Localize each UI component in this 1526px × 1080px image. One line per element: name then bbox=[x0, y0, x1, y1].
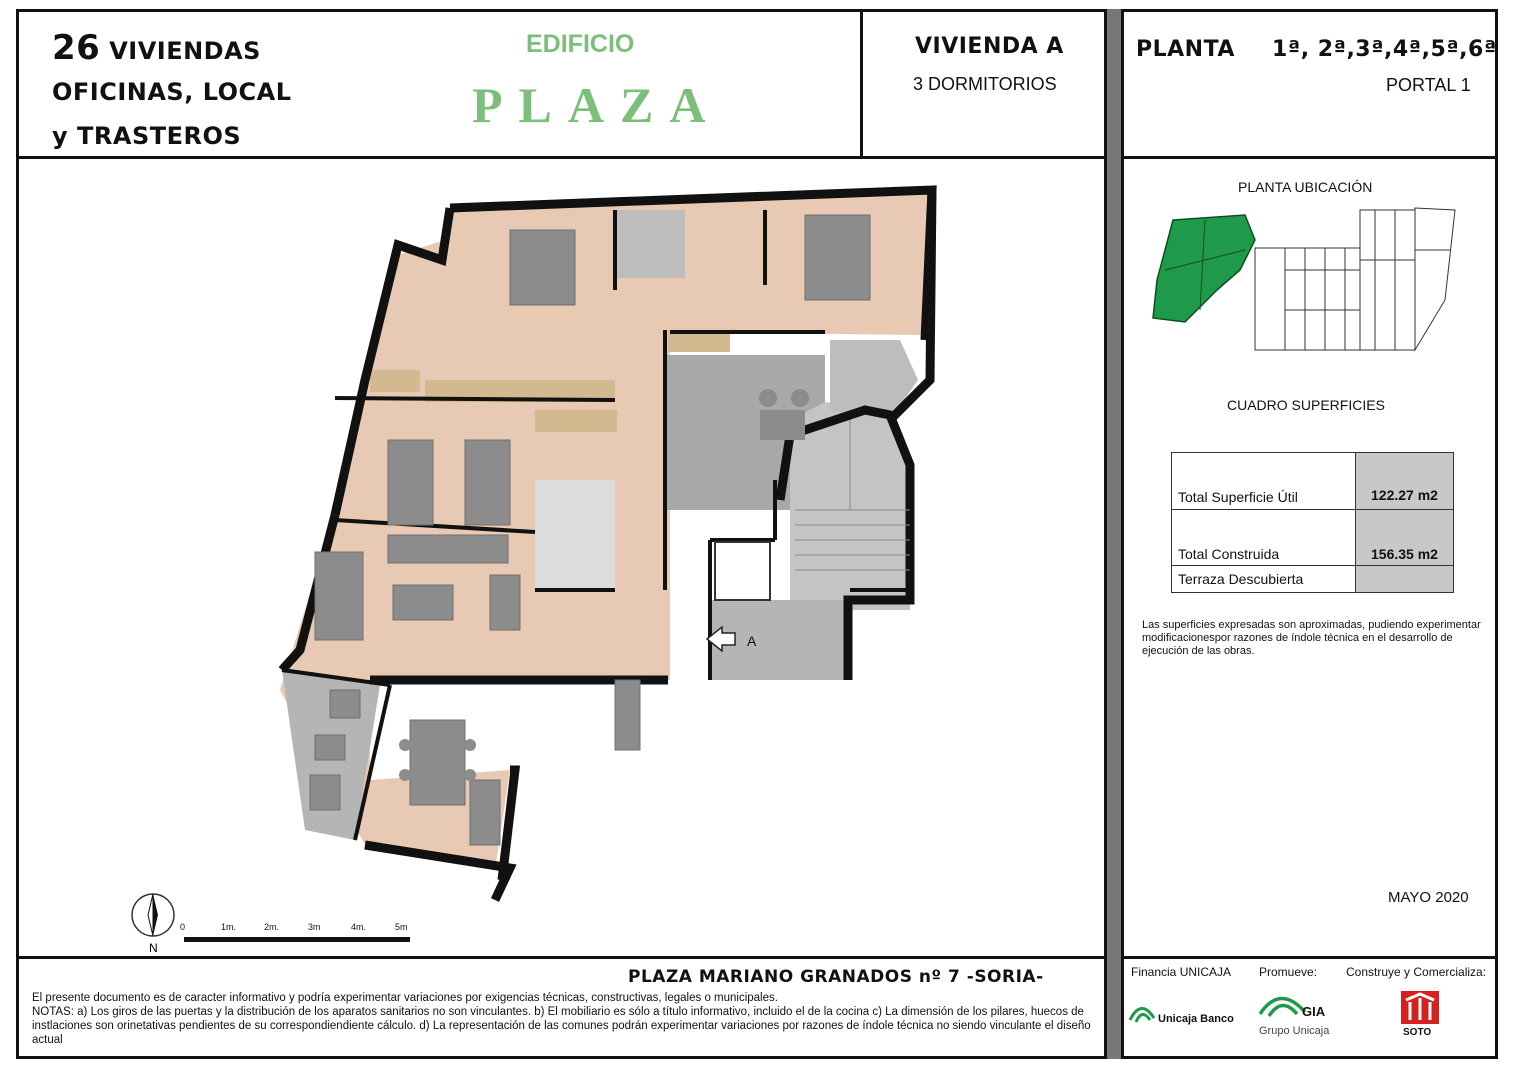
surface-note: Las superficies expresadas son aproximadas, pudiendo experimentar modificacionespor razones de índole técnica en el desarrollo de ejecución de las obras. bbox=[1142, 619, 1481, 657]
surface-label-construida: Total Construida bbox=[1172, 510, 1356, 566]
surface-table bbox=[1171, 452, 1454, 593]
bed-3b bbox=[465, 440, 510, 525]
disclaimer-2: NOTAS: a) Los giros de las puertas y la distribución de los aparatos sanitarios no son vinculantes. b) El mobiliario es sólo a título informativo, incluido el de la cocina c) La dimensión de los pilares, huecos de instlaciones son orinetativas pendientes de su correspondiendiente cálculo. d) La representación de las comunes podrán experimentar variaciones por razones de índole técnica no siendo vinculante el diseño actual bbox=[32, 1006, 1091, 1046]
dormitorios-label: 3 DORMITORIOS bbox=[913, 74, 1057, 94]
header-divider-1 bbox=[860, 9, 863, 159]
plan-closet-4 bbox=[370, 370, 420, 392]
plan-bath-mid bbox=[535, 480, 615, 590]
header-title-line3-text: TRASTEROS bbox=[77, 122, 242, 150]
right-header-bottom-line bbox=[1121, 156, 1498, 159]
sideboard bbox=[615, 680, 640, 750]
header-count: 26 bbox=[52, 28, 101, 68]
unicaja-logo-icon bbox=[1126, 996, 1238, 1036]
scale-label-0: 0 bbox=[180, 922, 186, 932]
surface-value-util: 122.27 m2 bbox=[1356, 453, 1454, 510]
address-label: PLAZA MARIANO GRANADOS nº 7 -SORIA- bbox=[628, 967, 1044, 987]
scale-label-2: 2m. bbox=[264, 922, 280, 932]
location-map bbox=[1145, 200, 1465, 355]
north-arrow-icon bbox=[128, 890, 178, 955]
armchair-1 bbox=[315, 552, 363, 640]
soto-logo-icon bbox=[1398, 988, 1443, 1038]
entrance-label: A bbox=[747, 633, 757, 649]
terrace-chair-3 bbox=[310, 775, 340, 810]
financia-label: Financia UNICAJA bbox=[1131, 965, 1232, 979]
armchair-2 bbox=[490, 575, 520, 630]
terrace-chair-2 bbox=[315, 735, 345, 760]
planta-label: PLANTA bbox=[1136, 37, 1235, 62]
coffee-table bbox=[393, 585, 453, 620]
header-title-line1: VIVIENDAS bbox=[109, 37, 261, 65]
bed-1 bbox=[510, 230, 575, 305]
surface-label-terraza: Terraza Descubierta bbox=[1172, 566, 1356, 593]
scale-label-5: 5m bbox=[395, 922, 408, 932]
header-title bbox=[52, 28, 261, 68]
disclaimer-1: El presente documento es de caracter informativo y podría experimentar variaciones por exigencias técnicas, constructivas, legales o municipales. bbox=[32, 992, 778, 1004]
elevator bbox=[715, 542, 770, 600]
cuadro-title: CUADRO SUPERFICIES bbox=[1227, 397, 1385, 413]
plaza-logo-text: PLAZA bbox=[472, 77, 722, 133]
surface-label-util: Total Superficie Útil bbox=[1172, 453, 1356, 510]
surface-value-terraza bbox=[1356, 566, 1454, 593]
gia-logo-icon bbox=[1255, 986, 1340, 1038]
bed-3a bbox=[388, 440, 433, 525]
promueve-label: Promueve: bbox=[1259, 965, 1318, 979]
plantas-list: 1ª, 2ª,3ª,4ª,5ª,6ª bbox=[1272, 37, 1497, 62]
plan-closet-2 bbox=[535, 410, 617, 432]
header-title-line3-prefix: y bbox=[52, 122, 69, 150]
soto-logo-text: SOTO bbox=[1403, 1027, 1432, 1038]
unicaja-logo-text: Unicaja Banco bbox=[1158, 1013, 1234, 1025]
ubicacion-title: PLANTA UBICACIÓN bbox=[1238, 179, 1373, 195]
cabinet bbox=[470, 780, 500, 845]
construye-label: Construye y Comercializa: bbox=[1346, 965, 1487, 979]
header-title-line2: OFICINAS, LOCAL bbox=[52, 78, 292, 106]
scale-bar bbox=[184, 937, 410, 942]
portal-label: PORTAL 1 bbox=[1386, 75, 1471, 95]
bed-2 bbox=[805, 215, 870, 300]
gia-logo-subtext: Grupo Unicaja bbox=[1259, 1025, 1330, 1037]
scale-label-3: 3m bbox=[308, 922, 321, 932]
header-bottom-line bbox=[16, 156, 1107, 159]
terrace-chair-1 bbox=[330, 690, 360, 718]
gia-logo-text: GIA bbox=[1302, 1004, 1326, 1019]
plan-bath-top bbox=[615, 210, 685, 278]
floor-plan bbox=[270, 180, 950, 910]
sofa bbox=[388, 535, 508, 563]
vivienda-label: VIVIENDA A bbox=[915, 34, 1064, 59]
right-footer-top-line bbox=[1121, 956, 1498, 959]
dining-table bbox=[410, 720, 465, 805]
fecha-label: MAYO 2020 bbox=[1388, 889, 1469, 906]
scale-label-1: 1m. bbox=[221, 922, 237, 932]
surface-value-construida: 156.35 m2 bbox=[1356, 510, 1454, 566]
center-divider bbox=[1107, 9, 1121, 1059]
scale-label-4: 4m. bbox=[351, 922, 367, 932]
edificio-label: EDIFICIO bbox=[526, 30, 635, 58]
north-label: N bbox=[149, 941, 158, 955]
header-title-line3 bbox=[52, 122, 241, 150]
footer-top-line bbox=[16, 956, 1107, 959]
scale-labels bbox=[180, 922, 420, 934]
